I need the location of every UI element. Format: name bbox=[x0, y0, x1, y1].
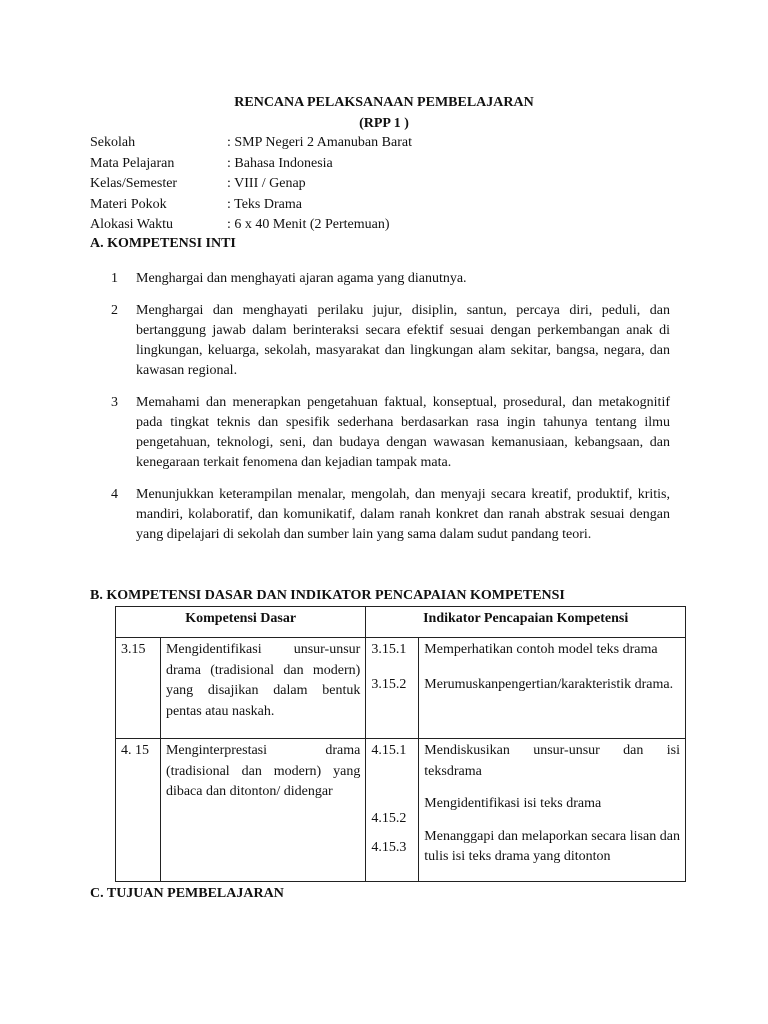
section-c-heading: C. TUJUAN PEMBELAJARAN bbox=[90, 886, 284, 901]
identity-row-kelas-semester bbox=[90, 174, 590, 195]
indicator-number: 4.15.2 bbox=[371, 810, 407, 826]
identity-value: : SMP Negeri 2 Amanuban Barat bbox=[227, 135, 412, 150]
indicator-text: Mendiskusikan unsur-unsur dan isi teksdrama bbox=[424, 743, 680, 779]
document-title bbox=[0, 92, 768, 134]
identity-row-materi-pokok bbox=[90, 195, 590, 216]
indicator-number: 3.15.2 bbox=[371, 676, 407, 692]
list-item bbox=[90, 269, 670, 289]
indicator-number: 4.15.3 bbox=[371, 840, 407, 855]
list-item-text: Menghargai dan menghayati ajaran agama yang dianutnya. bbox=[136, 271, 467, 286]
indicator-texts bbox=[419, 638, 686, 739]
list-item-text: Menunjukkan keterampilan menalar, mengolah, dan menyaji secara kreatif, produktif, kritis, mandiri, kolaboratif, dan komunikatif, dalam ranah konkret dan ranah abstrak sesuai dengan yang dipelajari di sekolah dan sumber lain yang sama dalam sudut pandang teori. bbox=[136, 487, 670, 542]
title-line-2: (RPP 1 ) bbox=[359, 116, 409, 131]
kd-text: Menginterprestasi drama (tradisional dan modern) yang dibaca dan ditonton/ didengar bbox=[160, 739, 365, 882]
section-a-heading: A. KOMPETENSI INTI bbox=[90, 236, 236, 251]
list-item-text: Memahami dan menerapkan pengetahuan faktual, konseptual, prosedural, dan metakognitif pada tingkat teknis dan spesifik sederhana berdasarkan rasa ingin tahunya tentang ilmu pengetahuan, teknologi, seni, dan budaya dengan wawasan kemanusiaan, kebangsaan, dan kenegaraan terkait fenomena dan kejadian tampak mata. bbox=[136, 395, 670, 470]
identity-label: Kelas/Semester bbox=[90, 176, 178, 191]
kd-number: 3.15 bbox=[116, 638, 161, 739]
list-item-number: 2 bbox=[111, 303, 118, 318]
list-item-number: 3 bbox=[111, 395, 118, 410]
list-item-number: 1 bbox=[111, 271, 118, 286]
identity-row-alokasi-waktu bbox=[90, 215, 590, 236]
indicator-text: Memperhatikan contoh model teks drama bbox=[424, 642, 658, 657]
identity-value: : 6 x 40 Menit (2 Pertemuan) bbox=[227, 217, 390, 232]
identity-label: Sekolah bbox=[90, 135, 136, 150]
indicator-text: Menanggapi dan melaporkan secara lisan dan tulis isi teks drama yang ditonton bbox=[424, 828, 680, 864]
identity-value: : VIII / Genap bbox=[227, 176, 306, 191]
indicator-numbers bbox=[366, 638, 419, 739]
identity-block bbox=[90, 133, 590, 236]
table-row bbox=[116, 739, 686, 882]
identity-row-mata-pelajaran bbox=[90, 154, 590, 175]
indicator-text: Mengidentifikasi isi teks drama bbox=[424, 796, 602, 811]
competency-table bbox=[115, 606, 686, 882]
title-line-1: RENCANA PELAKSANAAN PEMBELAJARAN bbox=[234, 95, 534, 110]
section-b-heading: B. KOMPETENSI DASAR DAN INDIKATOR PENCAPAIAN KOMPETENSI bbox=[90, 588, 565, 603]
indicator-number: 4.15.1 bbox=[371, 743, 407, 758]
table-header-row bbox=[116, 607, 686, 638]
indicator-text: Merumuskanpengertian/karakteristik drama. bbox=[424, 676, 674, 692]
identity-label: Mata Pelajaran bbox=[90, 155, 175, 171]
column-header-kompetensi-dasar: Kompetensi Dasar bbox=[116, 607, 366, 638]
identity-row-sekolah bbox=[90, 133, 590, 154]
list-item bbox=[90, 393, 670, 473]
list-item-number: 4 bbox=[111, 487, 118, 502]
indicator-numbers bbox=[366, 739, 419, 882]
identity-value: : Bahasa Indonesia bbox=[227, 155, 333, 171]
kompetensi-inti-list bbox=[90, 269, 670, 557]
identity-label: Alokasi Waktu bbox=[90, 217, 173, 232]
table-row bbox=[116, 638, 686, 739]
column-header-indikator: Indikator Pencapaian Kompetensi bbox=[366, 607, 686, 638]
list-item bbox=[90, 485, 670, 545]
identity-label: Materi Pokok bbox=[90, 196, 167, 212]
indicator-texts bbox=[419, 739, 686, 882]
indicator-number: 3.15.1 bbox=[371, 642, 407, 657]
kd-number: 4. 15 bbox=[116, 739, 161, 882]
kd-text: Mengidentifikasi unsur-unsur drama (tradisional dan modern) yang disajikan dalam bentuk pentas atau naskah. bbox=[160, 638, 365, 739]
list-item-text: Menghargai dan menghayati perilaku jujur, disiplin, santun, percaya diri, peduli, dan bertanggung jawab dalam berinteraksi secara efektif sesuai dengan perkembangan anak di lingkungan, keluarga, sekolah, masyarakat dan lingkungan alam sekitar, bangsa, negara, dan kawasan regional. bbox=[136, 303, 670, 378]
identity-value: : Teks Drama bbox=[227, 196, 302, 212]
list-item bbox=[90, 301, 670, 381]
